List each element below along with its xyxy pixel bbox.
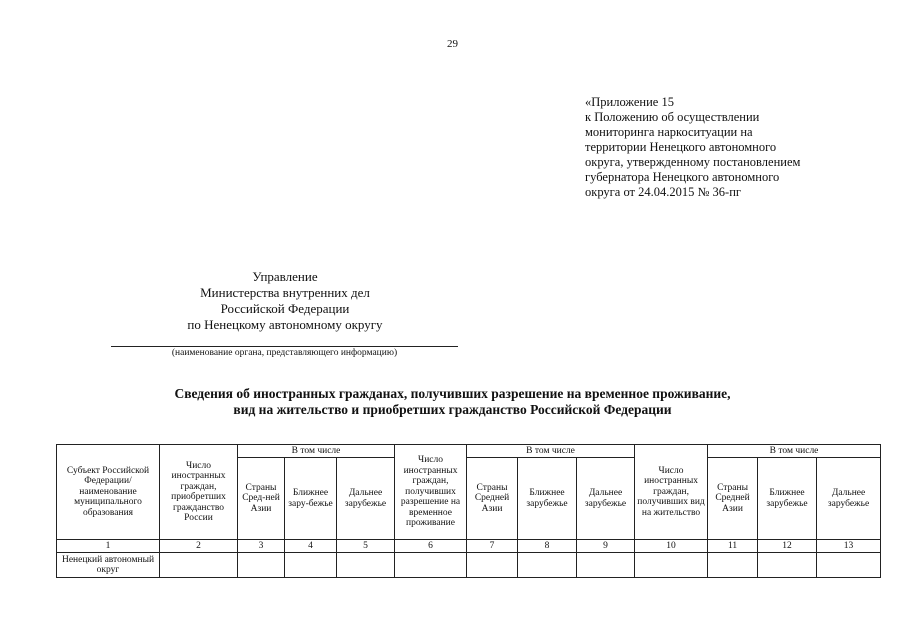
header-citizenship-count: Число иностранных граждан, приобретших гражданство России: [160, 445, 238, 540]
issuer-line: Российской Федерации: [220, 301, 350, 316]
column-number: 2: [160, 540, 238, 553]
data-cell[interactable]: [817, 553, 881, 578]
header-far-abroad: Дальнее зарубежье: [577, 458, 635, 540]
appendix-line: округа от 24.04.2015 № 36-пг: [585, 185, 742, 199]
column-number: 13: [817, 540, 881, 553]
appendix-line: «Приложение 15: [585, 95, 674, 109]
column-number: 7: [467, 540, 518, 553]
document-title: [0, 386, 905, 418]
data-cell[interactable]: [238, 553, 285, 578]
data-cell[interactable]: [518, 553, 577, 578]
page-number: 29: [447, 38, 458, 50]
header-near-abroad: Ближнее зарубежье: [758, 458, 817, 540]
column-number: 6: [395, 540, 467, 553]
data-cell[interactable]: [758, 553, 817, 578]
issuer-caption: (наименование органа, представляющего информацию): [171, 348, 398, 358]
header-near-abroad: Ближнее зару-бежье: [285, 458, 337, 540]
column-number: 1: [57, 540, 160, 553]
header-group-label: В том числе: [467, 445, 635, 458]
issuer-line: Министерства внутренних дел: [200, 285, 370, 300]
appendix-line: к Положению об осуществлении: [585, 110, 760, 124]
appendix-line: территории Ненецкого автономного: [585, 140, 777, 154]
issuer-underline: [111, 346, 458, 347]
title-line: Сведения об иностранных гражданах, получивших разрешение на временное проживание,: [174, 386, 731, 401]
header-near-abroad: Ближнее зарубежье: [518, 458, 577, 540]
column-number: 5: [337, 540, 395, 553]
column-number: 9: [577, 540, 635, 553]
appendix-block: [585, 95, 800, 200]
issuer-line: Управление: [252, 269, 318, 284]
header-central-asia: Страны Средней Азии: [708, 458, 758, 540]
data-cell[interactable]: [467, 553, 518, 578]
appendix-line: губернатора Ненецкого автономного: [585, 170, 780, 184]
column-number: 12: [758, 540, 817, 553]
data-cell[interactable]: [395, 553, 467, 578]
data-cell[interactable]: [635, 553, 708, 578]
issuer-block: [160, 269, 410, 333]
title-line: вид на жительство и приобретших гражданство Российской Федерации: [233, 402, 672, 417]
appendix-line: округа, утвержденному постановлением: [585, 155, 801, 169]
column-number: 4: [285, 540, 337, 553]
data-cell[interactable]: [285, 553, 337, 578]
header-central-asia: Страны Средней Азии: [467, 458, 518, 540]
column-number: 11: [708, 540, 758, 553]
report-table: [56, 444, 881, 578]
header-residence-permit-count: Число иностранных граждан, получивших вид на жительство: [635, 445, 708, 540]
header-subject: Субъект Российской Федерации/ наименование муниципального образования: [57, 445, 160, 540]
header-far-abroad: Дальнее зарубежье: [817, 458, 881, 540]
issuer-line: по Ненецкому автономному округу: [187, 317, 383, 332]
header-far-abroad: Дальнее зарубежье: [337, 458, 395, 540]
header-temporary-permit-count: Число иностранных граждан, получивших разрешение на временное проживание: [395, 445, 467, 540]
column-number: 8: [518, 540, 577, 553]
data-cell[interactable]: [160, 553, 238, 578]
column-number: 10: [635, 540, 708, 553]
column-number: 3: [238, 540, 285, 553]
header-central-asia: Страны Сред-ней Азии: [238, 458, 285, 540]
header-group-label: В том числе: [708, 445, 881, 458]
header-group-label: В том числе: [238, 445, 395, 458]
data-cell[interactable]: [577, 553, 635, 578]
appendix-line: мониторинга наркоситуации на: [585, 125, 753, 139]
row-label: Ненецкий автономный округ: [57, 553, 160, 578]
data-cell[interactable]: [708, 553, 758, 578]
data-cell[interactable]: [337, 553, 395, 578]
